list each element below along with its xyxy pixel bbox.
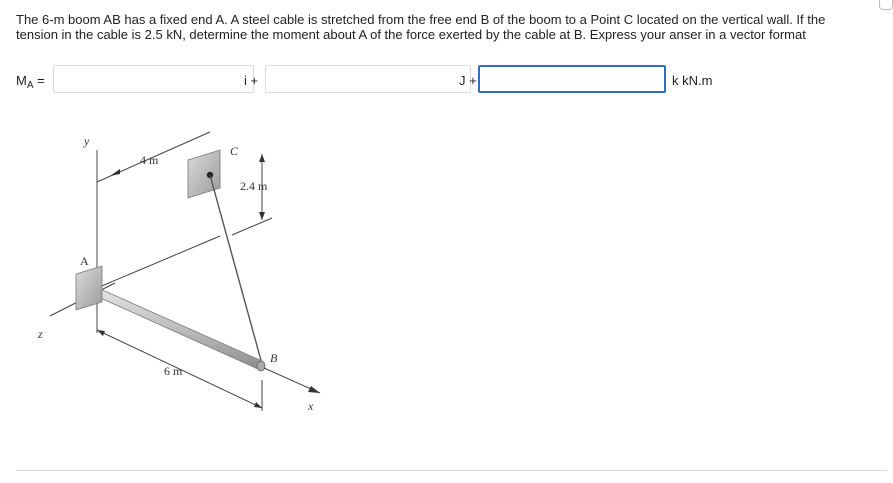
fixed-support-a [76, 266, 102, 310]
problem-statement: The 6-m boom AB has a fixed end A. A steel cable is stretched from the free end B of the boom to a Point C located on the vertical wall. If the tension in the cable is 2.5 kN, determine the moment about A of the force exerted by the cable at B. Express your anser in a vector format [16, 12, 826, 42]
dim-2-4m-arrow-bottom [259, 212, 265, 220]
point-b-label: B [270, 351, 278, 365]
x-axis-arrow [308, 386, 320, 393]
y-axis-label: y [84, 134, 90, 148]
figure-svg [40, 118, 360, 418]
k-unit-label: k kN.m [672, 73, 713, 88]
answer-row [16, 65, 876, 95]
bracket-c [188, 150, 220, 198]
moment-label [16, 73, 45, 91]
boom-cable-figure [40, 118, 360, 418]
footer-divider [16, 470, 887, 471]
dim-2-4m-arrow-top [259, 154, 265, 162]
dim-4m-label: 4 m [140, 153, 159, 167]
i-component-input[interactable] [53, 65, 254, 93]
dim-2-4m-label: 2.4 m [240, 179, 268, 193]
x-axis-label: x [308, 399, 314, 413]
steel-cable [210, 175, 262, 364]
dim-6m-arrow-left [97, 330, 105, 336]
dim-2-4m-base [232, 218, 272, 235]
dim-6m-arrow-right [254, 402, 262, 408]
wall-base-line [97, 236, 220, 288]
boom-end-b [257, 361, 265, 371]
moment-equals: = [33, 73, 45, 88]
moment-symbol: M [16, 73, 27, 88]
window-corner-tab [879, 0, 893, 10]
k-component-input[interactable] [478, 65, 666, 93]
dim-4m-arrow [110, 169, 120, 176]
j-unit-label: J + [459, 73, 477, 88]
j-component-input[interactable] [265, 65, 471, 93]
i-unit-label: i + [244, 73, 259, 88]
z-axis-label: z [38, 327, 43, 341]
point-c-label: C [230, 144, 239, 158]
point-a-label: A [80, 254, 89, 268]
boom-ab [96, 288, 262, 370]
moment-subscript: A [26, 80, 34, 91]
dim-6m-label: 6 m [164, 364, 183, 378]
